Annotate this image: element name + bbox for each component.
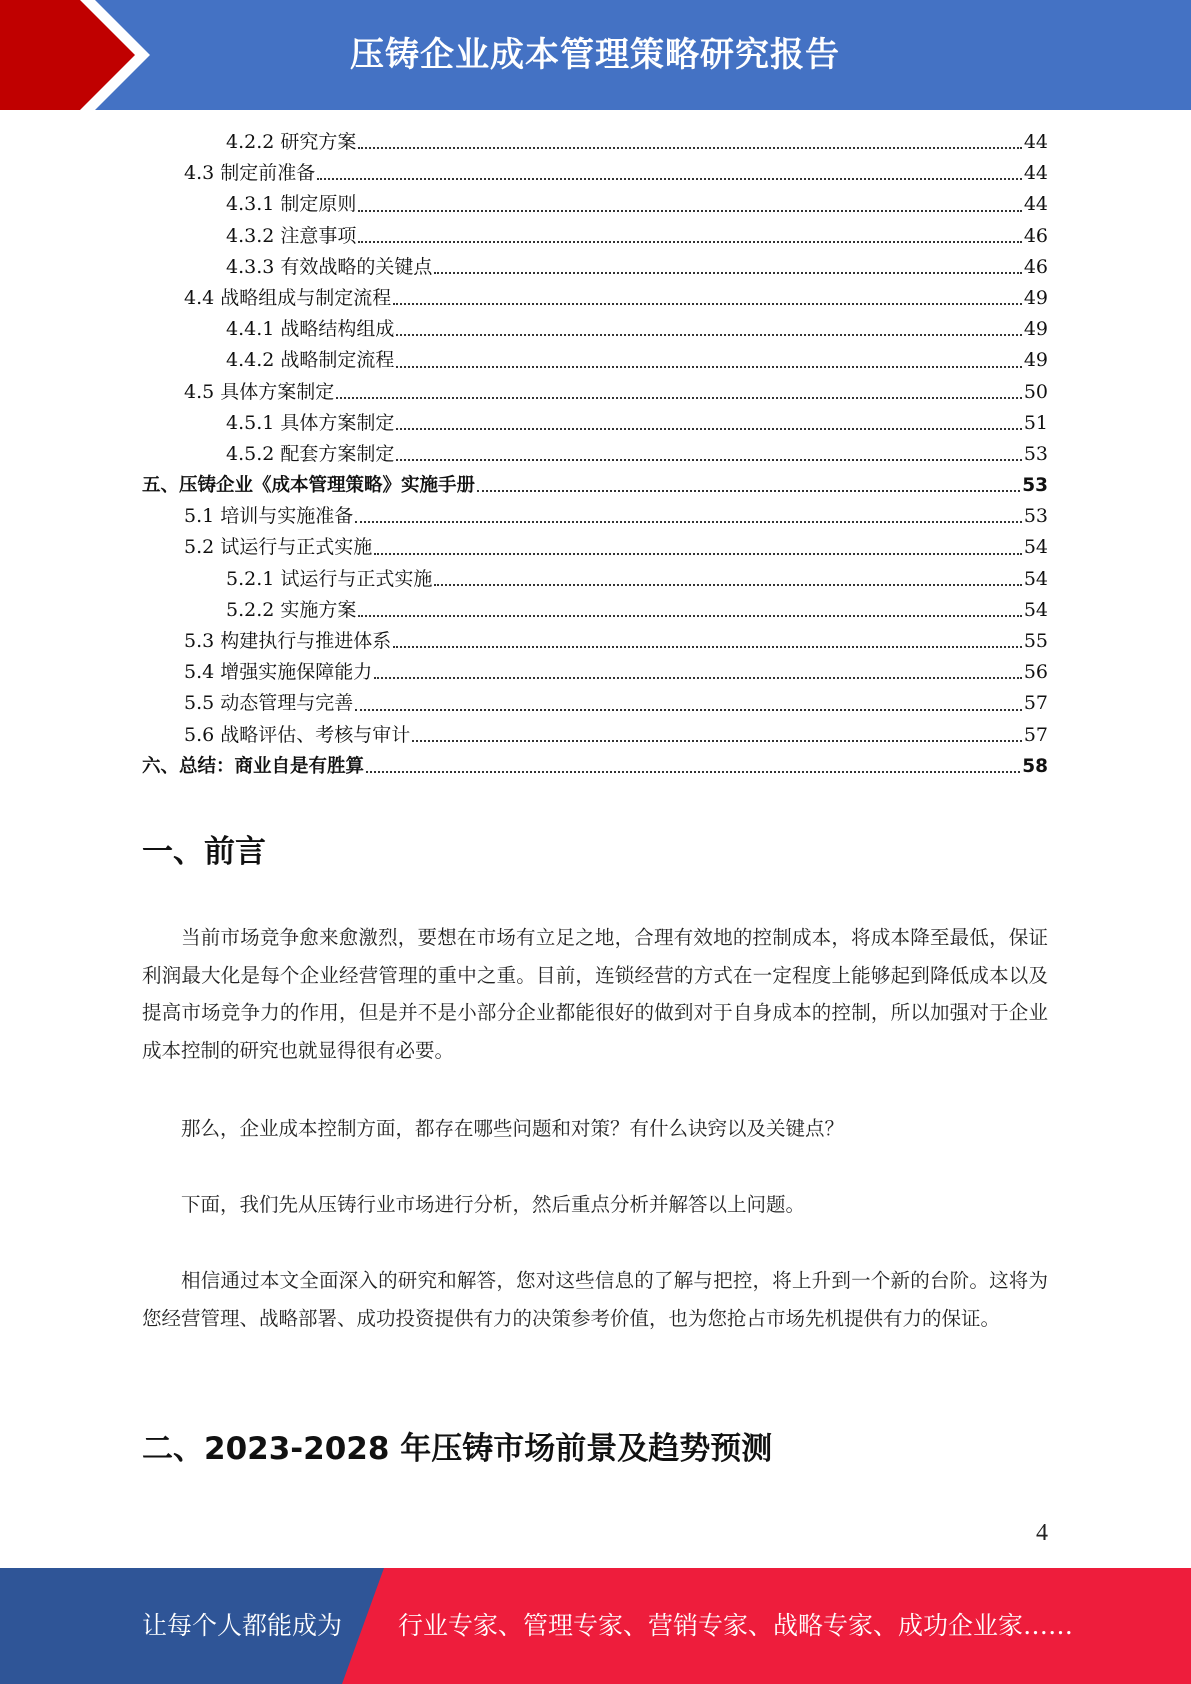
toc-entry[interactable] [142,283,1048,314]
toc-leader-dots [393,302,1022,305]
toc-entry-label: 5.6 战略评估、考核与审计 [184,723,411,746]
toc-leader-dots [396,427,1021,430]
toc-leader-dots [434,583,1021,586]
toc-entry-label: 4.5 具体方案制定 [184,380,335,403]
toc-entry-page: 53 [1023,505,1048,528]
section-heading-preface: 一、前言 [142,834,266,870]
toc-entry-page: 53 [1023,442,1048,465]
header-banner [0,0,1191,110]
toc-entry[interactable] [142,564,1048,595]
toc-entry[interactable] [142,127,1048,158]
toc-entry-label: 4.2.2 研究方案 [226,131,357,153]
toc-leader-dots [358,240,1021,243]
toc-entry-page: 54 [1023,536,1048,559]
toc-entry-page: 56 [1023,661,1048,684]
toc-entry-page: 53 [1022,475,1048,497]
toc-entry-page: 55 [1023,630,1048,652]
toc-entry-label: 4.5.1 具体方案制定 [226,411,395,434]
toc-entry[interactable] [142,314,1048,345]
toc-entry-label: 5.1 培训与实施准备 [184,505,354,528]
section-heading-market-forecast: 二、2023-2028 年压铸市场前景及趋势预测 [142,1431,773,1467]
toc-entry-label: 五、压铸企业《成本管理策略》实施手册 [142,475,476,497]
toc-entry[interactable] [142,532,1048,563]
toc-entry-label: 4.4.2 战略制定流程 [226,349,395,372]
page-number: 4 [1036,1520,1048,1546]
toc-entry-label: 5.2.2 实施方案 [226,598,357,621]
paragraph: 那么，企业成本控制方面，都存在哪些问题和对策？有什么诀窍以及关键点？ [181,1117,845,1140]
toc-entry[interactable] [142,377,1048,408]
paragraph: 当前市场竞争愈来愈激烈，要想在市场有立足之地，合理有效地的控制成本，将成本降至最低，保证利润最大化是每个企业经营管理的重中之重。目前，连锁经营的方式在一定程度上能够起到降低成本以及提高市场竞争力的作用，但是并不是小部分企业都能很好的做到对于自身成本的控制，所以加强对于企业成本控制的研究也就显得很有必要。 [142,926,1048,1062]
toc-entry-page: 46 [1023,255,1048,278]
table-of-contents [142,127,1048,782]
toc-entry[interactable] [142,439,1048,470]
toc-entry-page: 44 [1023,162,1048,185]
toc-leader-dots [434,271,1021,274]
toc-entry-label: 4.3.3 有效战略的关键点 [226,255,433,278]
toc-entry[interactable] [142,221,1048,252]
toc-entry-page: 49 [1023,286,1048,309]
toc-leader-dots [358,614,1021,617]
toc-entry[interactable] [142,688,1048,719]
toc-leader-dots [358,146,1021,149]
toc-entry-page: 49 [1023,349,1048,372]
toc-leader-dots [374,676,1022,679]
paragraph: 下面，我们先从压铸行业市场进行分析，然后重点分析并解答以上问题。 [181,1193,806,1216]
footer-slogan-right: 行业专家、管理专家、营销专家、战略专家、成功企业家…… [398,1611,1074,1640]
toc-entry-label: 4.4.1 战略结构组成 [226,318,395,341]
toc-entry[interactable] [142,189,1048,220]
toc-entry-page: 50 [1023,380,1048,403]
toc-entry[interactable] [142,626,1048,657]
toc-entry-page: 51 [1023,411,1048,434]
toc-entry[interactable] [142,751,1048,782]
toc-leader-dots [317,177,1022,180]
toc-entry-label: 4.3.2 注意事项 [226,224,357,247]
toc-entry[interactable] [142,158,1048,189]
toc-entry-label: 4.3.1 制定原则 [226,193,357,216]
toc-leader-dots [396,458,1021,461]
toc-entry-label: 4.5.2 配套方案制定 [226,442,395,465]
toc-entry-label: 5.4 增强实施保障能力 [184,661,373,684]
toc-entry-page: 49 [1023,318,1048,341]
toc-entry-page: 58 [1022,755,1048,777]
toc-entry-page: 44 [1023,193,1048,216]
toc-entry[interactable] [142,252,1048,283]
toc-entry-page: 57 [1023,692,1048,715]
toc-entry[interactable] [142,408,1048,439]
toc-entry-label: 4.4 战略组成与制定流程 [184,286,392,309]
toc-entry[interactable] [142,595,1048,626]
toc-leader-dots [412,739,1022,742]
paragraph: 相信通过本文全面深入的研究和解答，您对这些信息的了解与把控，将上升到一个新的台阶。这将为您经营管理、战略部署、成功投资提供有力的决策参考价值，也为您抢占市场先机提供有力的保证。 [142,1269,1048,1330]
toc-leader-dots [396,333,1021,336]
toc-entry[interactable] [142,345,1048,376]
toc-entry-label: 5.2 试运行与正式实施 [184,536,373,559]
report-title: 压铸企业成本管理策略研究报告 [350,35,840,75]
toc-entry-label: 4.3 制定前准备 [184,162,316,185]
toc-entry-page: 46 [1023,224,1048,247]
toc-entry-label: 六、总结：商业自是有胜算 [142,755,365,777]
toc-entry-label: 5.5 动态管理与完善 [184,692,354,715]
toc-leader-dots [366,770,1020,773]
toc-entry[interactable] [142,720,1048,751]
toc-entry-page: 44 [1023,131,1048,153]
toc-leader-dots [355,520,1022,523]
toc-leader-dots [393,645,1022,648]
toc-entry[interactable] [142,470,1048,501]
toc-leader-dots [358,209,1021,212]
toc-entry-label: 5.2.1 试运行与正式实施 [226,567,433,590]
toc-leader-dots [396,365,1021,368]
footer-slogan-left: 让每个人都能成为 [142,1611,343,1640]
footer-banner [0,1568,1191,1684]
toc-entry-page: 54 [1023,598,1048,621]
toc-entry-page: 57 [1023,723,1048,746]
toc-leader-dots [477,489,1020,492]
toc-leader-dots [374,552,1022,555]
toc-entry-label: 5.3 构建执行与推进体系 [184,630,392,652]
toc-entry[interactable] [142,501,1048,532]
toc-entry-page: 54 [1023,567,1048,590]
toc-leader-dots [336,396,1022,399]
toc-entry[interactable] [142,657,1048,688]
toc-leader-dots [355,708,1022,711]
